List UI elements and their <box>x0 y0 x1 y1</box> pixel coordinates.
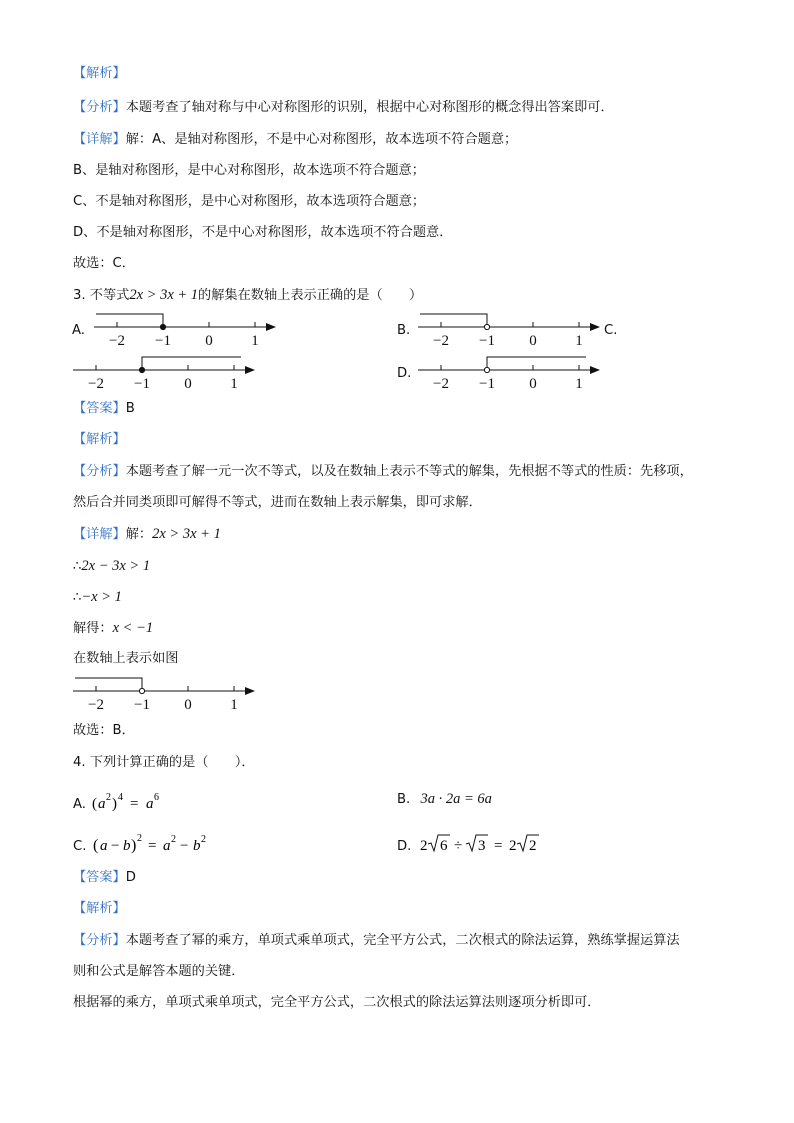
tick-label: −1 <box>155 333 171 349</box>
q3-answer: 【答案】B <box>73 401 135 416</box>
tick-label: −1 <box>134 376 150 392</box>
svg-text:6: 6 <box>154 792 160 803</box>
q4-analysis-heading: 【解析】 <box>73 901 126 916</box>
option-b-line: B、是轴对称图形，是中心对称图形，故本选项不符合题意； <box>73 163 425 178</box>
detail-line: 【详解】解：A、是轴对称图形，不是中心对称图形，故本选项不符合题意； <box>73 132 518 147</box>
svg-text:2: 2 <box>200 834 206 845</box>
svg-text:2: 2 <box>508 838 517 854</box>
svg-text:b: b <box>122 838 131 854</box>
q3-analysis-heading: 【解析】 <box>73 432 126 447</box>
tick-label: 1 <box>230 697 238 713</box>
q3-detail: 【详解】解：2x > 3x + 1 <box>73 526 221 542</box>
tick-label: 1 <box>575 333 583 349</box>
tick-label: −2 <box>109 333 125 349</box>
tick-label: −2 <box>433 376 449 392</box>
q3-draw-text: 在数轴上表示如图 <box>73 651 179 666</box>
tick-label: −2 <box>88 376 104 392</box>
svg-text:2: 2 <box>106 792 112 803</box>
q3-step-2: ∴2x − 3x > 1 <box>73 558 151 574</box>
q4-option-a: A. ( a 2 ) 4 = a 6 <box>73 789 200 815</box>
tick-label: −1 <box>479 333 495 349</box>
q4-analysis-3: 根据幂的乘方，单项式乘单项式，完全平方公式，二次根式的除法运算法则逐项分析即可． <box>73 995 601 1010</box>
q3-analysis-1: 【分析】本题考查了解一元一次不等式，以及在数轴上表示不等式的解集，先根据不等式的性质：先移项， <box>73 464 693 479</box>
svg-text:a: a <box>99 838 108 854</box>
option-c-line: C、不是轴对称图形，是中心对称图形，故本选项符合题意； <box>73 194 426 209</box>
svg-text:a: a <box>98 796 106 812</box>
q3-step-3: ∴−x > 1 <box>73 589 122 605</box>
tick-label: 0 <box>205 333 213 349</box>
svg-text:3: 3 <box>477 838 486 854</box>
tick-label: 1 <box>575 376 583 392</box>
q3-stem: 3. 不等式2x > 3x + 1的解集在数轴上表示正确的是（ ） <box>73 287 423 303</box>
tick-label: −1 <box>134 697 150 713</box>
svg-text:): ) <box>130 837 136 854</box>
axis-arrow <box>245 687 255 695</box>
q4-analysis-2: 则和公式是解答本题的关键． <box>73 964 245 979</box>
open-point <box>139 688 144 693</box>
svg-text:): ) <box>112 796 118 812</box>
tick-label: 1 <box>251 333 259 349</box>
q4-analysis-1: 【分析】本题考查了幂的乘方，单项式乘单项式，完全平方公式，二次根式的除法运算，熟练掌握运算法 <box>73 933 680 948</box>
svg-text:2: 2 <box>170 834 176 845</box>
q3-option-d-label: D. <box>397 366 412 381</box>
q4-option-d: D. 2 6 ÷ 3 = 2 2 <box>397 831 556 857</box>
q4-option-c: C. ( a − b ) 2 = a 2 − b 2 <box>73 831 231 857</box>
q3-option-c-label: C. <box>604 323 618 338</box>
svg-text:a: a <box>162 838 171 854</box>
q3-analysis-2: 然后合并同类项即可解得不等式，进而在数轴上表示解集，即可求解． <box>73 495 482 510</box>
svg-text:2: 2 <box>136 833 142 844</box>
choice-line: 故选：C． <box>73 256 135 271</box>
q4-stem: 4. 下列计算正确的是（ ）． <box>73 755 255 770</box>
svg-text:(: ( <box>92 796 98 812</box>
svg-text:6: 6 <box>439 838 448 854</box>
analysis-line: 【分析】本题考查了轴对称与中心对称图形的识别，根据中心对称图形的概念得出答案即可． <box>73 100 614 115</box>
svg-text:=: = <box>493 838 503 854</box>
tick-label: 0 <box>184 697 192 713</box>
tick-label: 0 <box>529 376 537 392</box>
svg-text:(: ( <box>92 837 98 854</box>
svg-text:=: = <box>130 796 139 812</box>
q3-choice: 故选：B． <box>73 723 135 738</box>
svg-text:=: = <box>147 838 157 854</box>
tick-label: 1 <box>230 376 238 392</box>
svg-text:a: a <box>146 796 154 812</box>
q4-expr-c <box>91 831 231 857</box>
svg-text:2: 2 <box>419 838 428 854</box>
q3-step-4: 解得：x < −1 <box>73 620 154 636</box>
analysis-heading: 【解析】 <box>73 66 126 81</box>
q4-option-b: B. 3a · 2a = 6a <box>397 791 492 807</box>
q3-option-a-label: A. <box>72 323 85 338</box>
tick-label: −1 <box>479 376 495 392</box>
tick-label: −2 <box>433 333 449 349</box>
q4-answer: 【答案】D <box>73 870 136 885</box>
tick-label: 0 <box>184 376 192 392</box>
svg-text:−: − <box>179 838 189 854</box>
tick-label: −2 <box>88 697 104 713</box>
svg-text:÷: ÷ <box>453 838 462 854</box>
svg-text:−: − <box>110 838 120 854</box>
q4-expr-a <box>90 789 200 815</box>
q3-option-b-label: B. <box>397 323 411 338</box>
svg-text:2: 2 <box>528 838 537 854</box>
q4-expr-d <box>416 831 556 857</box>
option-d-line: D、不是轴对称图形，不是中心对称图形，故本选项不符合题意． <box>73 225 453 240</box>
tick-label: 0 <box>529 333 537 349</box>
solution-ray <box>75 678 142 691</box>
svg-text:4: 4 <box>118 792 124 803</box>
svg-text:b: b <box>192 838 201 854</box>
